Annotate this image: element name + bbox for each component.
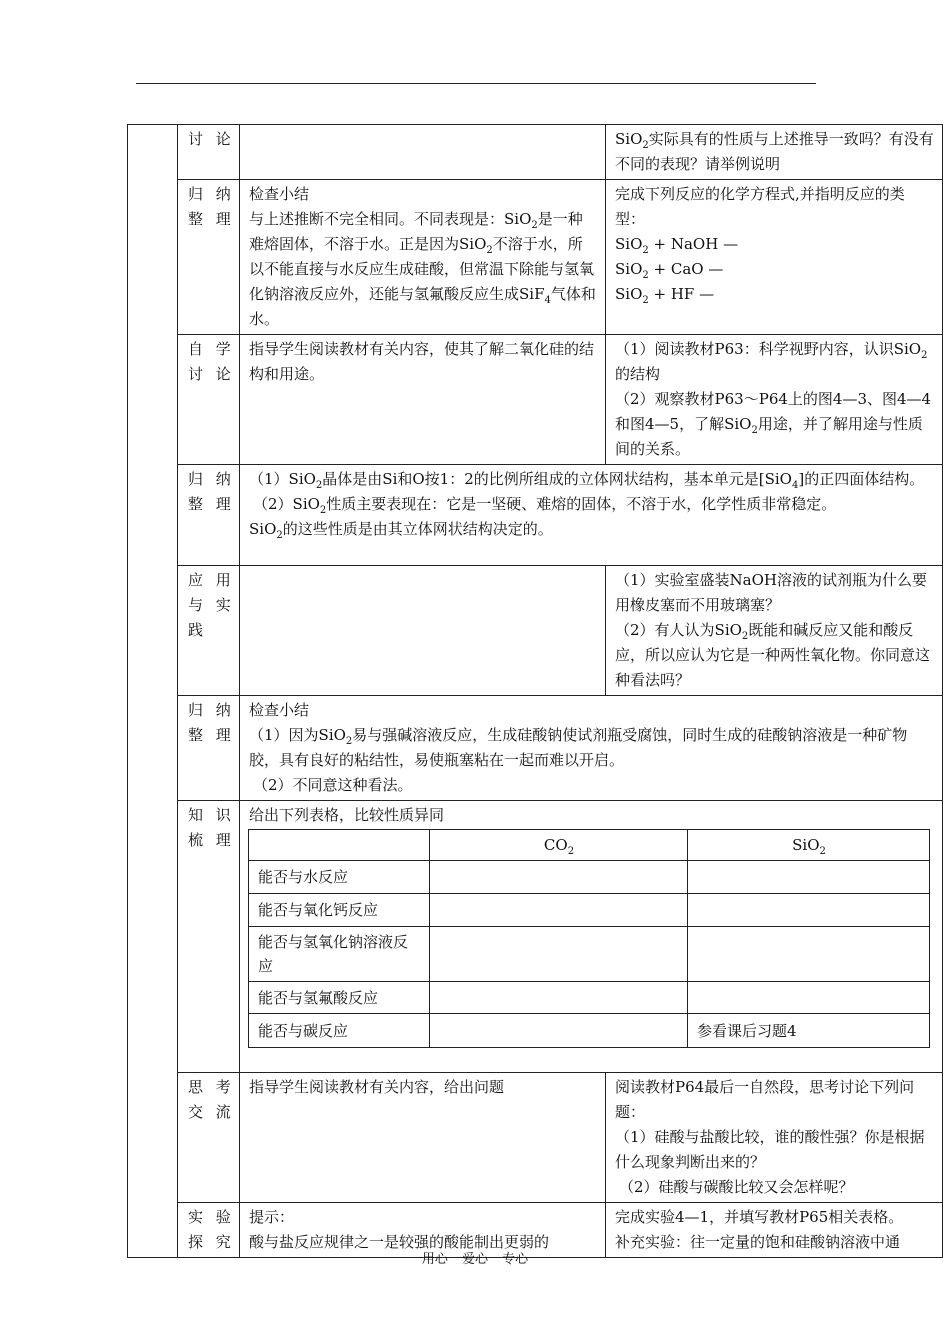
table-cell (688, 861, 930, 894)
table-row (249, 982, 930, 1014)
cell-text: 阅读教材P64最后一自然段，思考讨论下列问题： (615, 1078, 915, 1121)
cell-text: （1）阅读教材P63：科学视野内容，认识SiO$_2$的结构 (615, 340, 928, 383)
table-cell (430, 927, 688, 982)
table-cell (430, 1014, 688, 1048)
cell-text: （2）有人认为SiO$_2$既能和碱反应又能和酸反应，所以应认为它是一种两性氧化物。你同意这种看法吗？ (615, 621, 931, 689)
lesson-table (127, 124, 943, 1258)
column-header: SiO$_2$ (688, 830, 930, 861)
table-cell (688, 982, 930, 1014)
table-row (249, 894, 930, 927)
cell-text: 提示： (249, 1208, 295, 1226)
table-row (128, 801, 943, 1073)
blank-margin-column (128, 125, 178, 1258)
cell-text: 指导学生阅读教材有关内容，给出问题 (249, 1078, 505, 1096)
teacher-cell (240, 125, 606, 180)
table-row (128, 125, 943, 180)
student-cell (606, 1073, 943, 1203)
teacher-cell (240, 1073, 606, 1203)
cell-text: 补充实验：往一定量的饱和硅酸钠溶液中通 (615, 1233, 901, 1251)
equation: SiO$_2$ + HF — (615, 285, 715, 306)
student-cell (606, 335, 943, 465)
page-footer: 用心 爱心 专心 (421, 1252, 529, 1267)
table-cell: 能否与水反应 (249, 861, 430, 894)
cell-text: （1）硅酸与盐酸比较，谁的酸性强？你是根据什么现象判断出来的？ (615, 1128, 925, 1171)
cell-text: 完成实验4—1，并填写教材P65相关表格。 (615, 1208, 904, 1226)
row-label: 思 考 交 流 (178, 1073, 240, 1203)
cell-text: 给出下列表格，比较性质异同 (249, 806, 445, 824)
row-label: 自 学 讨 论 (178, 335, 240, 465)
cell-text: 检查小结 (249, 185, 310, 203)
row-label: 实 验 探 究 (178, 1203, 240, 1258)
student-cell (606, 566, 943, 696)
table-cell: 能否与碳反应 (249, 1014, 430, 1048)
teacher-cell (240, 335, 606, 465)
table-cell (688, 894, 930, 927)
row-label: 讨 论 (178, 125, 240, 180)
table-row (249, 830, 930, 861)
table-row (128, 696, 943, 801)
table-row (128, 465, 943, 566)
summary-cell (240, 801, 943, 1073)
cell-text: （2）SiO$_2$性质主要表现在：它是一坚硬、难熔的固体，不溶于水，化学性质非常稳定。 (253, 495, 837, 516)
row-label: 应 用 与 实 践 (178, 566, 240, 696)
table-cell (688, 927, 930, 982)
equation: SiO$_2$ + NaOH — (615, 235, 739, 256)
row-label: 归 纳 整 理 (178, 180, 240, 335)
cell-text: 与上述推断不完全相同。不同表现是：SiO$_2$是一种难熔固体，不溶于水。正是因为SiO$_2$不溶于水，所以不能直接与水反应生成硅酸，但常温下除能与氢氧化钠溶液反应外，还能与氢氟酸反应生成SiF$_4$气体和水。 (249, 210, 596, 328)
table-row (128, 180, 943, 335)
teacher-cell (240, 566, 606, 696)
cell-text: 酸与盐反应规律之一是较强的酸能制出更弱的 (249, 1233, 550, 1251)
student-cell (606, 180, 943, 335)
student-cell (606, 125, 943, 180)
row-label: 归 纳 整 理 (178, 696, 240, 801)
table-cell (430, 861, 688, 894)
table-row (249, 927, 930, 982)
table-row (249, 861, 930, 894)
row-label: 归 纳 整 理 (178, 465, 240, 566)
cell-text: （2）观察教材P63～P64上的图4—3、图4—4和图4—5，了解SiO$_2$用途，并了解用途与性质间的关系。 (615, 390, 932, 458)
summary-cell (240, 465, 943, 566)
summary-cell (240, 696, 943, 801)
table-row (128, 335, 943, 465)
cell-text: 检查小结 (249, 701, 310, 719)
table-cell: 能否与氢氟酸反应 (249, 982, 430, 1014)
cell-text: （1）因为SiO$_2$易与强碱溶液反应，生成硅酸钠使试剂瓶受腐蚀，同时生成的硅酸钠溶液是一种矿物胶，具有良好的粘结性，易使瓶塞粘在一起而难以开启。 (249, 726, 908, 769)
cell-text: SiO$_2$的这些性质是由其立体网状结构决定的。 (249, 520, 553, 541)
table-cell: 能否与氢氧化钠溶液反应 (249, 927, 430, 982)
equation: SiO$_2$ + CaO — (615, 260, 724, 281)
column-header: $CO_2$ (430, 830, 688, 861)
cell-text: SiO$_2$实际具有的性质与上述推导一致吗？有没有不同的表现？请举例说明 (615, 130, 934, 173)
cell-text: （2）硅酸与碳酸比较又会怎样呢？ (619, 1178, 854, 1196)
table-row (128, 1073, 943, 1203)
cell-text: 指导学生阅读教材有关内容，使其了解二氧化硅的结构和用途。 (249, 340, 595, 383)
table-cell (430, 982, 688, 1014)
table-row (249, 1014, 930, 1048)
table-cell: 能否与氧化钙反应 (249, 894, 430, 927)
cell-text: 完成下列反应的化学方程式,并指明反应的类型： (615, 185, 905, 228)
teacher-cell (240, 180, 606, 335)
column-header (249, 830, 430, 861)
cell-text: （2）不同意这种看法。 (253, 776, 413, 794)
cell-text: （1）实验室盛装NaOH溶液的试剂瓶为什么要用橡皮塞而不用玻璃塞？ (615, 571, 927, 614)
header-rule (136, 83, 816, 84)
table-cell: 参看课后习题4 (688, 1014, 930, 1048)
comparison-table (248, 829, 930, 1048)
cell-text: （1）SiO$_2$晶体是由Si和O按1：2的比例所组成的立体网状结构，基本单元是[SiO$_4$]的正四面体结构。 (249, 470, 925, 491)
table-row (128, 566, 943, 696)
table-cell (430, 894, 688, 927)
row-label: 知 识 梳 理 (178, 801, 240, 1073)
